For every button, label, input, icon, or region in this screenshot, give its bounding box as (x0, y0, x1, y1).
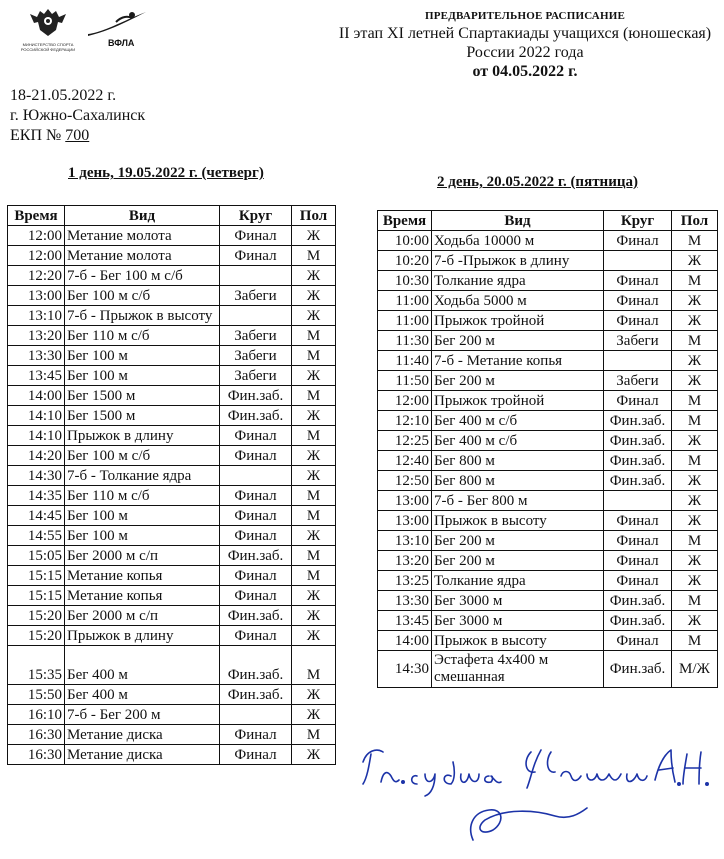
cell-round: Финал (604, 531, 672, 551)
document-date: от 04.05.2022 г. (472, 63, 578, 80)
col-time-header: Время (378, 211, 432, 231)
table-row (378, 331, 718, 351)
cell-round: Фин.заб. (220, 406, 292, 426)
cell-event: 7-б - Толкание ядра (65, 466, 220, 486)
cell-event: Бег 100 м (65, 526, 220, 546)
cell-sex: М (672, 591, 718, 611)
table-row (378, 551, 718, 571)
table-row (378, 431, 718, 451)
col-round-header: Круг (604, 211, 672, 231)
cell-round: Фин.заб. (604, 591, 672, 611)
cell-event: Ходьба 5000 м (432, 291, 604, 311)
cell-round: Финал (220, 566, 292, 586)
cell-sex: М (292, 506, 336, 526)
table-row (8, 426, 336, 446)
cell-time: 15:15 (8, 566, 65, 586)
cell-event: Прыжок тройной (432, 311, 604, 331)
cell-sex: М (292, 566, 336, 586)
cell-event: Бег 110 м с/б (65, 326, 220, 346)
cell-sex: М/Ж (672, 651, 718, 688)
cell-time: 14:00 (378, 631, 432, 651)
cell-time: 13:20 (378, 551, 432, 571)
cell-round: Забеги (220, 366, 292, 386)
cell-time: 15:05 (8, 546, 65, 566)
cell-event: Толкание ядра (432, 271, 604, 291)
cell-sex: Ж (292, 586, 336, 606)
cell-sex: Ж (292, 446, 336, 466)
cell-sex: М (292, 725, 336, 745)
cell-event: Бег 800 м (432, 471, 604, 491)
table-row (8, 406, 336, 426)
cell-time: 11:00 (378, 291, 432, 311)
cell-round (220, 306, 292, 326)
cell-round: Фин.заб. (604, 431, 672, 451)
cell-time (8, 646, 65, 666)
table-row (8, 286, 336, 306)
table-row (378, 391, 718, 411)
cell-time: 14:20 (8, 446, 65, 466)
vfla-caption: ВФЛА (108, 38, 135, 48)
cell-event: Прыжок тройной (432, 391, 604, 411)
table-row (8, 626, 336, 646)
cell-sex: М (292, 546, 336, 566)
cell-round: Финал (220, 226, 292, 246)
cell-round: Фин.заб. (220, 546, 292, 566)
cell-sex: Ж (292, 606, 336, 626)
cell-time: 13:10 (8, 306, 65, 326)
cell-time: 15:35 (8, 665, 65, 685)
cell-sex: М (292, 346, 336, 366)
cell-event: 7-б - Бег 100 м с/б (65, 266, 220, 286)
table-row (8, 526, 336, 546)
cell-time: 14:00 (8, 386, 65, 406)
table-row (378, 611, 718, 631)
ministry-emblem-icon (26, 6, 70, 40)
table-row (8, 386, 336, 406)
cell-sex: Ж (292, 745, 336, 765)
cell-event: Толкание ядра (432, 571, 604, 591)
cell-sex: М (672, 451, 718, 471)
cell-time: 16:30 (8, 725, 65, 745)
cell-event: Бег 200 м (432, 531, 604, 551)
cell-sex: М (292, 326, 336, 346)
cell-round: Фин.заб. (604, 471, 672, 491)
cell-sex: М (292, 665, 336, 685)
cell-round: Финал (220, 745, 292, 765)
cell-time: 13:00 (378, 511, 432, 531)
cell-event: Бег 110 м с/б (65, 486, 220, 506)
cell-time: 14:45 (8, 506, 65, 526)
cell-round: Финал (604, 231, 672, 251)
cell-sex: М (672, 231, 718, 251)
cell-round: Фин.заб. (604, 451, 672, 471)
cell-round: Забеги (220, 326, 292, 346)
cell-time: 16:30 (8, 745, 65, 765)
cell-sex: Ж (672, 571, 718, 591)
cell-event: Ходьба 10000 м (432, 231, 604, 251)
cell-event: Бег 100 м (65, 506, 220, 526)
cell-round: Фин.заб. (220, 685, 292, 705)
table-row (8, 705, 336, 725)
col-round-header: Круг (220, 206, 292, 226)
document-header (330, 10, 720, 81)
table-row (378, 231, 718, 251)
cell-round: Финал (220, 626, 292, 646)
cell-event: Бег 100 м с/б (65, 446, 220, 466)
cell-time: 13:00 (378, 491, 432, 511)
cell-round (604, 491, 672, 511)
table-row (8, 366, 336, 386)
cell-round: Забеги (604, 371, 672, 391)
cell-time: 10:00 (378, 231, 432, 251)
table-row (378, 251, 718, 271)
ekp-number: 700 (65, 127, 90, 144)
cell-sex: Ж (292, 466, 336, 486)
cell-time: 10:20 (378, 251, 432, 271)
cell-sex: М (292, 386, 336, 406)
cell-event: 7-б -Прыжок в длину (432, 251, 604, 271)
cell-sex: М (672, 631, 718, 651)
cell-sex: М (672, 271, 718, 291)
cell-time: 13:45 (378, 611, 432, 631)
cell-round: Фин.заб. (220, 665, 292, 685)
cell-sex (292, 646, 336, 666)
table-header-row (378, 211, 718, 231)
table-row (378, 651, 718, 688)
cell-event: 7-б - Прыжок в высоту (65, 306, 220, 326)
cell-sex: Ж (292, 705, 336, 725)
day1-title: 1 день, 19.05.2022 г. (четверг) (68, 165, 264, 181)
table-row (8, 646, 336, 666)
cell-time: 15:15 (8, 586, 65, 606)
cell-sex: Ж (292, 685, 336, 705)
cell-round: Финал (220, 725, 292, 745)
event-dates: 18-21.05.2022 г. (10, 87, 117, 104)
cell-event: 7-б - Метание копья (432, 351, 604, 371)
cell-sex: М (292, 486, 336, 506)
cell-event: Бег 800 м (432, 451, 604, 471)
table-row (8, 725, 336, 745)
cell-time: 15:20 (8, 626, 65, 646)
cell-event: Прыжок в длину (65, 626, 220, 646)
cell-time: 16:10 (8, 705, 65, 725)
cell-event: Бег 400 м (65, 665, 220, 685)
day2-schedule-table (377, 210, 718, 688)
table-row (378, 371, 718, 391)
ekp-label: ЕКП № (10, 127, 62, 144)
cell-round (604, 351, 672, 371)
cell-sex: Ж (672, 611, 718, 631)
cell-event: Бег 1500 м (65, 406, 220, 426)
cell-sex: Ж (672, 551, 718, 571)
table-row (8, 266, 336, 286)
cell-round: Фин.заб. (220, 386, 292, 406)
cell-event: Бег 400 м с/б (432, 431, 604, 451)
cell-event: Бег 200 м (432, 371, 604, 391)
cell-round: Фин.заб. (604, 411, 672, 431)
cell-time: 14:10 (8, 406, 65, 426)
cell-event: Прыжок в длину (65, 426, 220, 446)
cell-round: Забеги (220, 346, 292, 366)
cell-event: Бег 400 м с/б (432, 411, 604, 431)
cell-round: Финал (220, 246, 292, 266)
cell-event: Бег 2000 м с/п (65, 546, 220, 566)
cell-time: 12:00 (8, 246, 65, 266)
cell-sex: М (292, 426, 336, 446)
cell-round: Финал (220, 526, 292, 546)
cell-round: Финал (604, 631, 672, 651)
table-header-row (8, 206, 336, 226)
table-row (8, 566, 336, 586)
table-row (378, 351, 718, 371)
cell-time: 11:50 (378, 371, 432, 391)
table-row (378, 471, 718, 491)
event-year: России 2022 года (466, 44, 584, 61)
cell-round: Забеги (220, 286, 292, 306)
cell-round: Финал (604, 391, 672, 411)
event-meta (10, 86, 145, 146)
cell-sex: Ж (672, 351, 718, 371)
cell-sex: Ж (672, 431, 718, 451)
cell-event: Метание копья (65, 586, 220, 606)
cell-time: 10:30 (378, 271, 432, 291)
cell-round: Финал (604, 511, 672, 531)
cell-event: Метание молота (65, 226, 220, 246)
vfla-logo-icon (86, 10, 148, 38)
cell-event: Бег 3000 м (432, 611, 604, 631)
cell-sex: М (292, 246, 336, 266)
table-row (8, 346, 336, 366)
day2-title: 2 день, 20.05.2022 г. (пятница) (437, 174, 638, 190)
cell-sex: Ж (292, 406, 336, 426)
col-sex-header: Пол (672, 211, 718, 231)
table-row (8, 446, 336, 466)
cell-time: 11:40 (378, 351, 432, 371)
cell-round: Финал (604, 571, 672, 591)
table-row (378, 411, 718, 431)
cell-event: Бег 200 м (432, 331, 604, 351)
table-row (8, 306, 336, 326)
table-row (8, 546, 336, 566)
cell-sex: Ж (292, 266, 336, 286)
cell-time: 11:30 (378, 331, 432, 351)
col-event-header: Вид (65, 206, 220, 226)
table-row (8, 226, 336, 246)
table-row (378, 311, 718, 331)
cell-sex: Ж (672, 251, 718, 271)
cell-event: 7-б - Бег 200 м (65, 705, 220, 725)
ministry-caption: МИНИСТЕРСТВО СПОРТА РОССИЙСКОЙ ФЕДЕРАЦИИ (20, 42, 76, 52)
table-row (8, 685, 336, 705)
cell-time: 12:00 (378, 391, 432, 411)
table-row (8, 586, 336, 606)
cell-round (220, 705, 292, 725)
cell-round: Финал (220, 426, 292, 446)
cell-sex: Ж (292, 286, 336, 306)
cell-event: Прыжок в высоту (432, 631, 604, 651)
cell-round: Финал (604, 291, 672, 311)
cell-event: Бег 1500 м (65, 386, 220, 406)
cell-time: 13:45 (8, 366, 65, 386)
cell-sex: Ж (292, 526, 336, 546)
cell-time: 12:10 (378, 411, 432, 431)
cell-round: Финал (604, 311, 672, 331)
table-row (8, 506, 336, 526)
cell-time: 13:25 (378, 571, 432, 591)
cell-time: 11:00 (378, 311, 432, 331)
cell-event: Бег 2000 м с/п (65, 606, 220, 626)
cell-round: Фин.заб. (604, 611, 672, 631)
event-city: г. Южно-Сахалинск (10, 107, 146, 124)
cell-sex: Ж (672, 491, 718, 511)
cell-sex: Ж (292, 226, 336, 246)
cell-sex: Ж (292, 626, 336, 646)
cell-time: 13:00 (8, 286, 65, 306)
col-event-header: Вид (432, 211, 604, 231)
document-title: ПРЕДВАРИТЕЛЬНОЕ РАСПИСАНИЕ (425, 10, 625, 22)
cell-event: Эстафета 4х400 м смешанная (432, 651, 604, 688)
cell-time: 12:40 (378, 451, 432, 471)
table-row (378, 571, 718, 591)
cell-time: 13:30 (378, 591, 432, 611)
table-row (378, 491, 718, 511)
cell-sex: Ж (292, 366, 336, 386)
header-logos (18, 6, 168, 56)
cell-round (604, 251, 672, 271)
cell-time: 13:20 (8, 326, 65, 346)
cell-round: Фин.заб. (604, 651, 672, 688)
cell-time: 15:20 (8, 606, 65, 626)
cell-sex: Ж (672, 471, 718, 491)
table-row (8, 466, 336, 486)
table-row (8, 246, 336, 266)
event-name: II этап XI летней Спартакиады учащихся (юношеская) (338, 25, 712, 42)
table-row (378, 291, 718, 311)
cell-sex: М (672, 411, 718, 431)
cell-sex: Ж (292, 306, 336, 326)
cell-time: 14:35 (8, 486, 65, 506)
cell-time: 12:20 (8, 266, 65, 286)
table-row (8, 606, 336, 626)
cell-time: 14:10 (8, 426, 65, 446)
cell-event: Прыжок в высоту (432, 511, 604, 531)
cell-time: 14:30 (378, 651, 432, 688)
cell-round (220, 466, 292, 486)
cell-event: Бег 3000 м (432, 591, 604, 611)
table-row (8, 326, 336, 346)
cell-sex: М (672, 391, 718, 411)
table-row (8, 486, 336, 506)
cell-round (220, 646, 292, 666)
cell-event: Бег 400 м (65, 685, 220, 705)
cell-event: Метание диска (65, 745, 220, 765)
cell-time: 14:55 (8, 526, 65, 546)
cell-sex: Ж (672, 371, 718, 391)
col-sex-header: Пол (292, 206, 336, 226)
cell-event: Бег 100 м с/б (65, 286, 220, 306)
cell-sex: М (672, 331, 718, 351)
cell-time: 12:00 (8, 226, 65, 246)
cell-sex: Ж (672, 291, 718, 311)
cell-time: 15:50 (8, 685, 65, 705)
cell-event (65, 646, 220, 666)
cell-sex: Ж (672, 511, 718, 531)
ekp-line (10, 126, 145, 146)
cell-time: 13:30 (8, 346, 65, 366)
cell-event: Бег 100 м (65, 346, 220, 366)
cell-time: 13:10 (378, 531, 432, 551)
cell-round: Финал (220, 506, 292, 526)
table-row (378, 591, 718, 611)
cell-round: Финал (604, 551, 672, 571)
table-row (378, 451, 718, 471)
table-row (378, 531, 718, 551)
table-row (8, 665, 336, 685)
cell-event: 7-б - Бег 800 м (432, 491, 604, 511)
table-row (378, 511, 718, 531)
cell-event: Метание молота (65, 246, 220, 266)
col-time-header: Время (8, 206, 65, 226)
cell-time: 12:50 (378, 471, 432, 491)
cell-time: 14:30 (8, 466, 65, 486)
table-row (378, 271, 718, 291)
cell-event: Бег 100 м (65, 366, 220, 386)
cell-sex: М (672, 531, 718, 551)
cell-round: Финал (220, 486, 292, 506)
day1-schedule-table (7, 205, 336, 765)
cell-event: Бег 200 м (432, 551, 604, 571)
cell-sex: Ж (672, 311, 718, 331)
table-row (378, 631, 718, 651)
cell-time: 12:25 (378, 431, 432, 451)
table-row (8, 745, 336, 765)
cell-event: Метание копья (65, 566, 220, 586)
cell-round: Забеги (604, 331, 672, 351)
cell-round (220, 266, 292, 286)
cell-round: Финал (220, 446, 292, 466)
cell-round: Финал (220, 586, 292, 606)
cell-round: Фин.заб. (220, 606, 292, 626)
cell-event: Метание диска (65, 725, 220, 745)
cell-round: Финал (604, 271, 672, 291)
signature-image (355, 740, 715, 850)
